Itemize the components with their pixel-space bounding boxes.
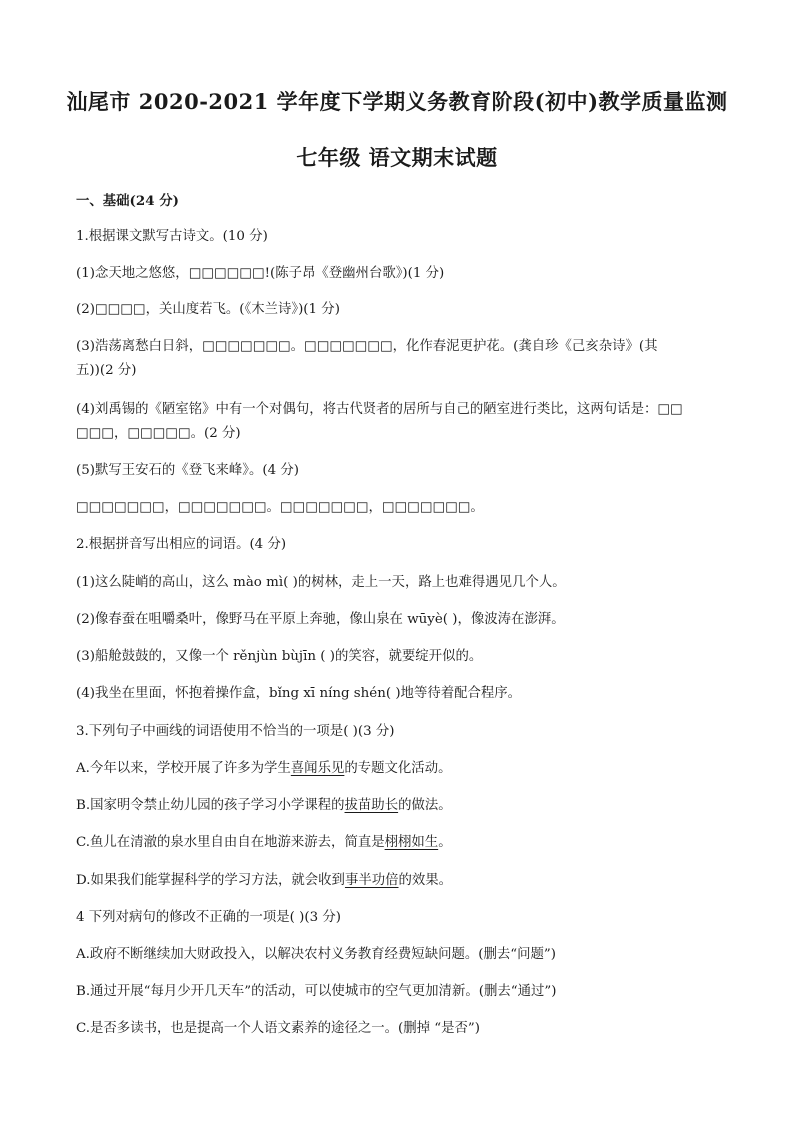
question-3-option-b bbox=[76, 794, 720, 818]
question-1-part-2: (2)□□□□，关山度若飞。(《木兰诗》)(1 分) bbox=[76, 302, 340, 317]
question-3-option-c bbox=[76, 831, 720, 855]
question-1-part-4-cont: □□□，□□□□□。(2 分) bbox=[76, 426, 241, 441]
option-d-text-end: 的效果。 bbox=[398, 873, 453, 888]
option-a-underlined: 喜闻乐见 bbox=[290, 761, 345, 776]
question-3-stem: 3.下列句子中画线的词语使用不恰当的一项是( )(3 分) bbox=[76, 724, 395, 739]
question-1-part-4: (4)刘禹锡的《陋室铭》中有一个对偶句，将古代贤者的居所与自己的陋室进行类比，这两句话是：□□ bbox=[76, 402, 683, 417]
question-3-option-d bbox=[76, 869, 720, 893]
question-4-stem: 4 下列对病句的修改不正确的一项是( )(3 分) bbox=[76, 910, 341, 925]
question-1-part-5-blanks: □□□□□□□，□□□□□□□。□□□□□□□，□□□□□□□。 bbox=[76, 500, 484, 515]
question-1-part-3-cont: 五))(2 分) bbox=[76, 363, 137, 378]
option-c-text-end: 。 bbox=[438, 835, 452, 850]
question-1-part-1: (1)念天地之悠悠，□□□□□□!(陈子昂《登幽州台歌》)(1 分) bbox=[76, 266, 445, 281]
exam-title: 汕尾市 2020-2021 学年度下学期义务教育阶段(初中)教学质量监测 bbox=[66, 89, 728, 114]
question-2-part-1: (1)这么陡峭的高山，这么 mào mì( )的树林，走上一天，路上也难得遇见几个人。 bbox=[76, 575, 566, 590]
option-d-underlined: 事半功倍 bbox=[344, 873, 399, 888]
option-a-text: A.今年以来，学校开展了许多为学生 bbox=[76, 761, 291, 776]
option-a-text-end: 的专题文化活动。 bbox=[344, 761, 452, 776]
question-4-option-b: B.通过开展“每月少开几天车”的活动，可以使城市的空气更加清新。(删去“通过”) bbox=[76, 984, 557, 999]
option-d-text: D.如果我们能掌握科学的学习方法，就会收到 bbox=[76, 873, 345, 888]
question-1-part-3: (3)浩荡离愁白日斜，□□□□□□□。□□□□□□□，化作春泥更护花。(龚自珍《己亥杂诗》(其 bbox=[76, 339, 658, 354]
question-4-option-a: A.政府不断继续加大财政投入，以解决农村义务教育经费短缺问题。(删去“问题”) bbox=[76, 947, 556, 962]
question-1-stem: 1.根据课文默写古诗文。(10 分) bbox=[76, 229, 268, 244]
option-c-underlined: 栩栩如生 bbox=[384, 835, 439, 850]
question-2-part-4: (4)我坐在里面，怀抱着操作盒，bǐng xī níng shén( )地等待着配合程序。 bbox=[76, 686, 522, 701]
option-b-text-end: 的做法。 bbox=[398, 798, 452, 813]
question-2-part-2: (2)像春蚕在咀嚼桑叶，像野马在平原上奔驰，像山泉在 wūyè( )，像波涛在澎湃。 bbox=[76, 612, 565, 627]
option-b-underlined: 拔苗助长 bbox=[344, 798, 399, 813]
question-4-option-c: C.是否多读书，也是提高一个人语文素养的途径之一。(删掉 “是否”) bbox=[76, 1021, 480, 1036]
section-heading: 一、基础(24 分) bbox=[76, 193, 179, 209]
question-3-option-a bbox=[76, 757, 720, 781]
option-b-text: B.国家明令禁止幼儿园的孩子学习小学课程的 bbox=[76, 798, 345, 813]
question-2-part-3: (3)船舱鼓鼓的，又像一个 rěnjùn bùjīn ( )的笑容，就要绽开似的。 bbox=[76, 649, 483, 664]
question-1-part-5: (5)默写王安石的《登飞来峰》。(4 分) bbox=[76, 463, 299, 478]
question-2-stem: 2.根据拼音写出相应的词语。(4 分) bbox=[76, 537, 287, 552]
option-c-text: C.鱼儿在清澈的泉水里自由自在地游来游去，简直是 bbox=[76, 835, 385, 850]
exam-subtitle: 七年级 语文期末试题 bbox=[296, 145, 498, 170]
